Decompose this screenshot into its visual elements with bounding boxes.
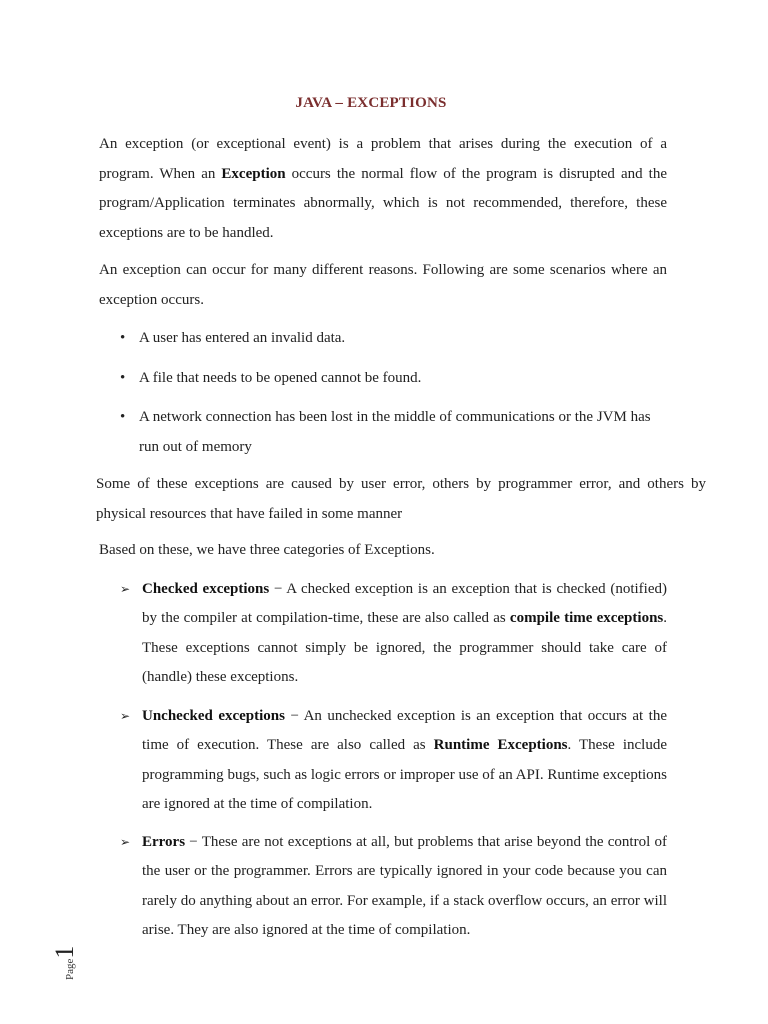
category-name: Unchecked exceptions (142, 708, 285, 724)
causes-paragraph: Some of these exceptions are caused by user error, others by programmer error, and others by physical resources that have failed in some manner (96, 476, 706, 522)
scenario-item (120, 403, 669, 462)
bullet-icon: • (120, 370, 126, 386)
category-name: Checked exceptions (142, 581, 270, 597)
intro-paragraph (99, 130, 667, 248)
reasons-intro-paragraph: An exception can occur for many different reasons. Following are some scenarios where an exception occurs. (99, 262, 667, 308)
arrow-bullet-icon: ➢ (120, 835, 131, 849)
intro-text-2: occurs the normal flow of the program is disrupted and the program/Application terminates abnormally, which is not recommended, therefore, these exceptions are to be handled. (99, 165, 667, 241)
scenario-text: A network connection has been lost in the middle of communications or the JVM has run out of memory (139, 409, 651, 455)
category-bold-term: compile time exceptions (509, 610, 664, 627)
scenario-text: A file that needs to be opened cannot be found. (139, 370, 422, 386)
bullet-icon: • (120, 409, 126, 425)
category-text-1: − These are not exceptions at all, but problems that arise beyond the control of the user or the programmer. Errors are typically ignored in your code because you can rarely do anything about an error. For example, if a stack overflow occurs, an error will arise. They are also ignored at the time of compilation. (142, 834, 667, 938)
page-number: 1 (50, 945, 79, 959)
bullet-icon: • (120, 330, 126, 346)
intro-text-1: An exception (or exceptional event) is a problem that arises during the execution of a program. When an (99, 136, 667, 182)
scenario-text: A user has entered an invalid data. (139, 330, 346, 346)
arrow-bullet-icon: ➢ (120, 582, 131, 596)
category-item-checked (120, 575, 667, 692)
intro-bold-exception: Exception (221, 165, 286, 182)
page-label: Page (64, 958, 76, 980)
category-text-2: . These include programming bugs, such as logic errors or improper use of an API. Runtime exceptions are ignored at the time of compilation. (142, 737, 667, 812)
page-footer (46, 930, 86, 990)
category-text-1: − An unchecked exception is an exception that occurs at the time of execution. These are also called as (142, 708, 667, 754)
arrow-bullet-icon: ➢ (120, 709, 131, 723)
category-item-errors (120, 828, 667, 945)
categories-intro-paragraph: Based on these, we have three categories of Exceptions. (99, 542, 435, 558)
category-bold-term: Runtime Exceptions (433, 737, 568, 754)
category-name: Errors (142, 834, 186, 850)
category-text-1: − A checked exception is an exception that is checked (notified) by the compiler at compilation-time, these are also called as (142, 581, 667, 627)
scenario-item (120, 364, 669, 394)
page-title: JAVA – EXCEPTIONS (295, 95, 447, 111)
category-text-2: . These exceptions cannot simply be ignored, the programmer should take care of (handle) these exceptions. (142, 610, 667, 685)
scenario-item (120, 324, 669, 354)
category-item-unchecked (120, 702, 667, 819)
